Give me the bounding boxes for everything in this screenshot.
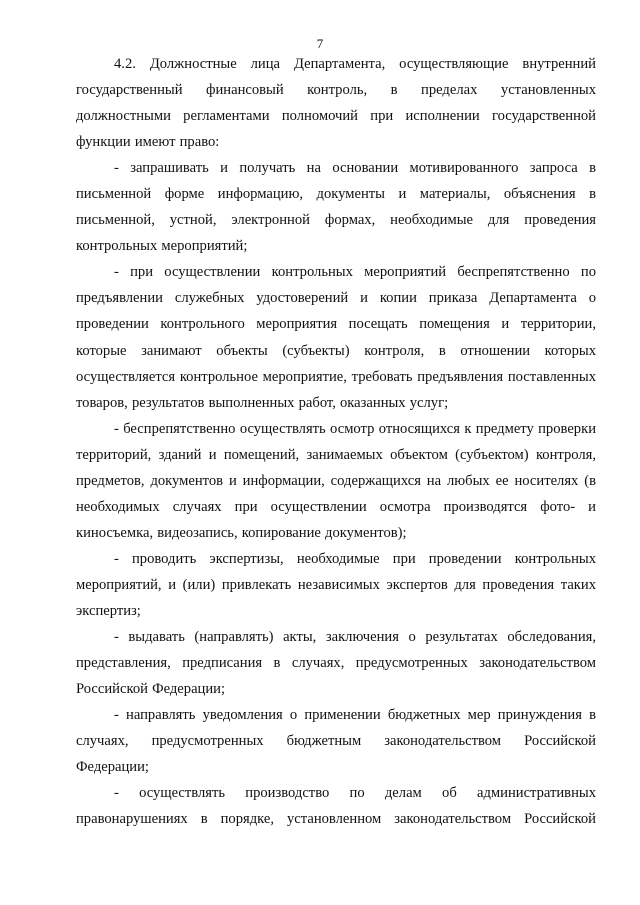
page-number: 7 — [316, 36, 324, 51]
paragraph-expertise: - проводить экспертизы, необходимые при проведении контрольных мероприятий, и (или) привлекать независимых экспертов для проведения таких экспертиз; — [76, 550, 596, 619]
paragraph-visit-premises: - при осуществлении контрольных мероприятий беспрепятственно по предъявлении служебных удостоверений и копии приказа Департамента о проведении контрольного мероприятия посещать помещения и территории, которые занимают объекты (субъекты) контроля, в отношении которых осуществляется контрольное мероприятие, требовать предъявления поставленных товаров, результатов выполненных работ, оказанных услуг; — [76, 264, 596, 411]
paragraph-issue-acts: - выдавать (направлять) акты, заключения о результатах обследования, представления, предписания в случаях, предусмотренных законодательством Российской Федерации; — [76, 629, 596, 698]
paragraph-4-2-intro: 4.2. Должностные лица Департамента, осуществляющие внутренний государственный финансовый контроль, в пределах установленных должностными регламентами полномочий при исполнении государственной функции имеют право: — [76, 56, 596, 151]
paragraph-inspection: - беспрепятственно осуществлять осмотр относящихся к предмету проверки территорий, зданий и помещений, занимаемых объектом (субъектом) контроля, предметов, документов и информации, содержащихся на любых ее носителях (в необходимых случаях при осуществлении осмотра производятся фото- и киносъемка, видеозапись, копирование документов); — [76, 420, 596, 541]
document-body — [76, 51, 596, 832]
paragraph-request-information: - запрашивать и получать на основании мотивированного запроса в письменной форме информацию, документы и материалы, объяснения в письменной, устной, электронной формах, необходимые для проведения контрольных мероприятий; — [76, 160, 596, 255]
paragraph-administrative-cases: - осуществлять производство по делам об административных правонарушениях в порядке, установленном законодательством Российской — [76, 785, 596, 828]
paragraph-budget-notices: - направлять уведомления о применении бюджетных мер принуждения в случаях, предусмотренных бюджетным законодательством Российской Федерации; — [76, 707, 596, 776]
